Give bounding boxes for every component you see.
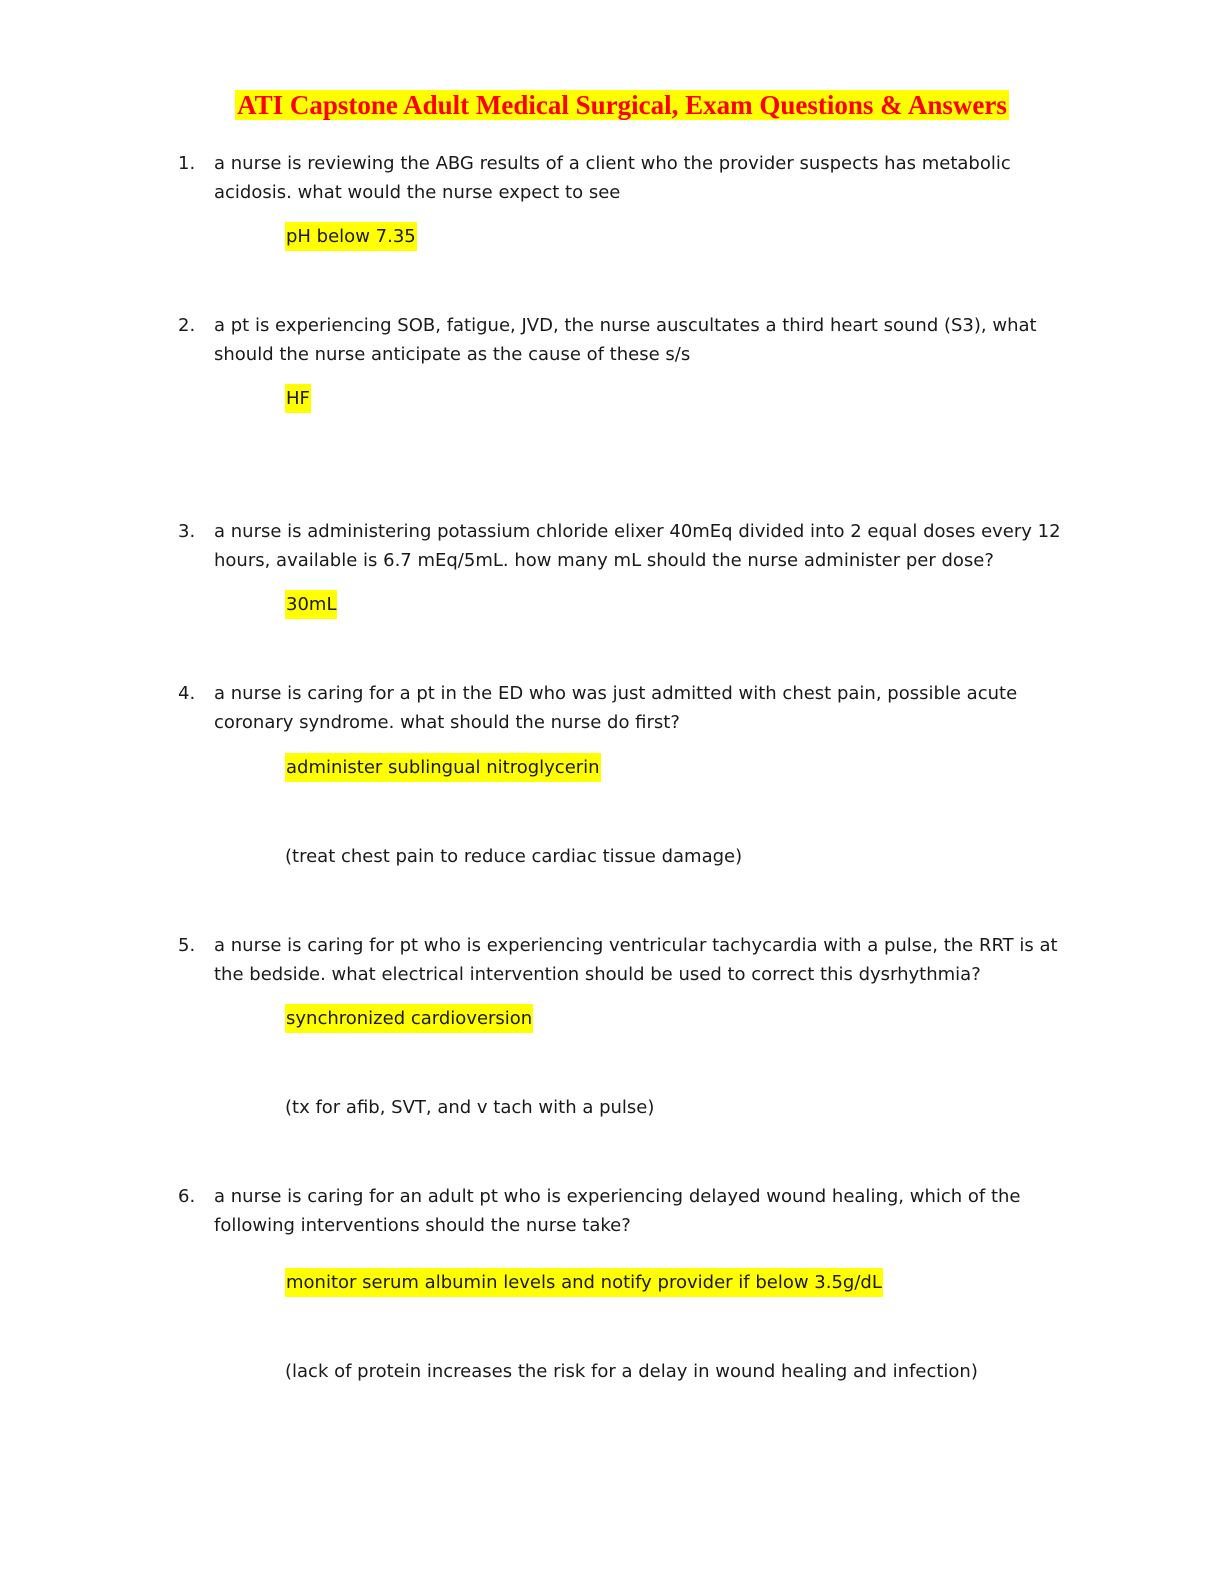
rationale-4: (treat chest pain to reduce cardiac tissue damage)	[285, 846, 743, 867]
question-text: a nurse is caring for an adult pt who is experiencing delayed wound healing, which of the following interventions should the nurse take?	[214, 1186, 1021, 1236]
answer-5: synchronized cardioversion	[285, 1004, 533, 1033]
document-title	[0, 86, 1224, 124]
answer-6: monitor serum albumin levels and notify provider if below 3.5g/dL	[285, 1268, 883, 1297]
document-title-text: ATI Capstone Adult Medical Surgical, Exam Questions & Answers	[237, 90, 1007, 120]
answer-4: administer sublingual nitroglycerin	[285, 753, 601, 782]
answer-2: HF	[285, 384, 311, 413]
answer-1: pH below 7.35	[285, 222, 417, 251]
question-number: 2.	[178, 315, 196, 336]
question-number: 1.	[178, 153, 196, 174]
question-number: 4.	[178, 683, 196, 704]
question-text: a nurse is caring for pt who is experiencing ventricular tachycardia with a pulse, the RRT is at the bedside. what electrical intervention should be used to correct this dysrhythmia?	[214, 935, 1058, 985]
question-number: 3.	[178, 521, 196, 542]
question-text: a pt is experiencing SOB, fatigue, JVD, the nurse auscultates a third heart sound (S3), what should the nurse anticipate as the cause of these s/s	[214, 315, 1037, 365]
rationale-5: (tx for afib, SVT, and v tach with a pulse)	[285, 1097, 655, 1118]
question-text: a nurse is caring for a pt in the ED who was just admitted with chest pain, possible acute coronary syndrome. what should the nurse do first?	[214, 683, 1018, 733]
question-text: a nurse is administering potassium chloride elixer 40mEq divided into 2 equal doses every 12 hours, available is 6.7 mEq/5mL. how many mL should the nurse administer per dose?	[214, 521, 1061, 571]
question-number: 6.	[178, 1186, 196, 1207]
rationale-6: (lack of protein increases the risk for a delay in wound healing and infection)	[285, 1361, 978, 1382]
question-text: a nurse is reviewing the ABG results of a client who the provider suspects has metabolic acidosis. what would the nurse expect to see	[214, 153, 1011, 203]
answer-3: 30mL	[285, 590, 337, 619]
question-number: 5.	[178, 935, 196, 956]
